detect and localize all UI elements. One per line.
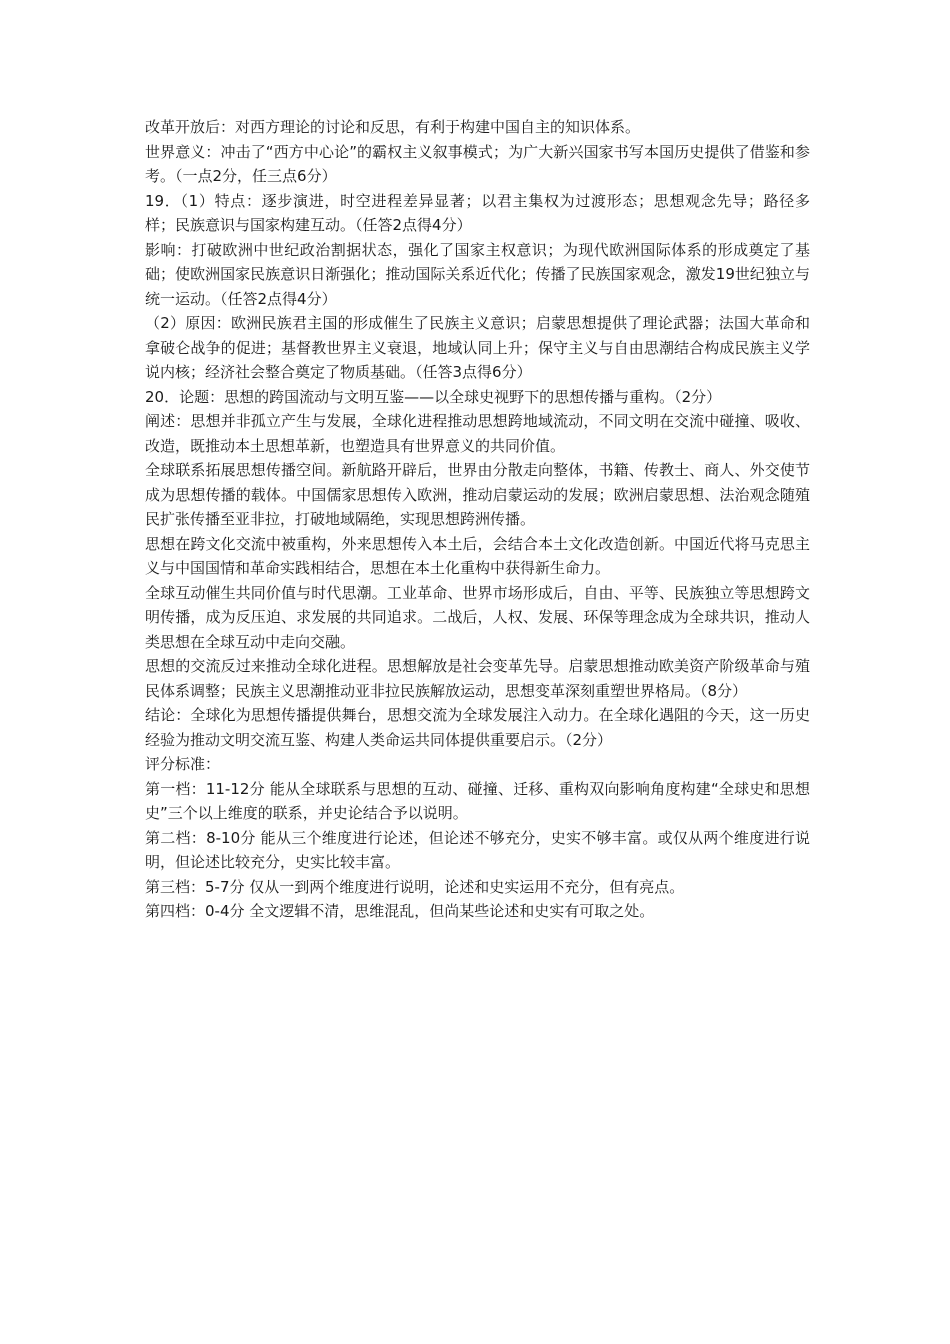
paragraph-q20-thesis: 20．论题：思想的跨国流动与文明互鉴——以全球史视野下的思想传播与重构。（2分） bbox=[145, 387, 722, 406]
paragraph-grade-tier-1: 第一档：11-12分 能从全球联系与思想的互动、碰撞、迁移、重构双向影响角度构建“全球史和思想史”三个以上维度的联系，并史论结合予以说明。 bbox=[145, 779, 810, 822]
paragraph-grade-tier-3: 第三档：5-7分 仅从一到两个维度进行说明，论述和史实运用不充分，但有亮点。 bbox=[145, 877, 685, 896]
paragraph-q19-features: 19．（1）特点：逐步演进，时空进程差异显著；以君主集权为过渡形态；思想观念先导；路径多样；民族意识与国家构建互动。（任答2点得4分） bbox=[145, 191, 810, 234]
paragraph-shared-values: 全球互动催生共同价值与时代思潮。工业革命、世界市场形成后，自由、平等、民族独立等思想跨文明传播，成为反压迫、求发展的共同追求。二战后，人权、发展、环保等理念成为全球共识，推动人类思想在全球互动中走向交融。 bbox=[145, 583, 810, 651]
paragraph-conclusion: 结论：全球化为思想传播提供舞台，思想交流为全球发展注入动力。在全球化遇阻的今天，这一历史经验为推动文明交流互鉴、构建人类命运共同体提供重要启示。（2分） bbox=[145, 706, 810, 749]
paragraph-q19-causes: （2）原因：欧洲民族君主国的形成催生了民族主义意识；启蒙思想提供了理论武器；法国大革命和拿破仑战争的促进；基督教世界主义衰退，地域认同上升；保守主义与自由思潮结合构成民族主义学说内核；经济社会整合奠定了物质基础。（任答3点得6分） bbox=[145, 314, 810, 381]
paragraph-grade-tier-4: 第四档：0-4分 全文逻辑不清，思维混乱，但尚某些论述和史实有可取之处。 bbox=[145, 902, 655, 920]
paragraph-q19-impact: 影响：打破欧洲中世纪政治割据状态，强化了国家主权意识；为现代欧洲国际体系的形成奠定了基础；使欧洲国家民族意识日渐强化；推动国际关系近代化；传播了民族国家观念，激发19世纪独立与统一运动。（任答2点得4分） bbox=[145, 240, 810, 308]
paragraph-reconstruction: 思想在跨文化交流中被重构，外来思想传入本土后，会结合本土文化改造创新。中国近代将马克思主义与中国国情和革命实践相结合，思想在本土化重构中获得新生命力。 bbox=[145, 534, 810, 577]
paragraph-q20-elaboration: 阐述：思想并非孤立产生与发展，全球化进程推动思想跨地域流动，不同文明在交流中碰撞、吸收、改造，既推动本土思想革新，也塑造具有世界意义的共同价值。 bbox=[145, 412, 810, 455]
paragraph-reform-era: 改革开放后：对西方理论的讨论和反思，有利于构建中国自主的知识体系。 bbox=[145, 118, 641, 136]
answer-key-text bbox=[145, 115, 810, 924]
paragraph-grading-heading: 评分标准： bbox=[145, 755, 221, 773]
paragraph-world-significance: 世界意义：冲击了“西方中心论”的霸权主义叙事模式；为广大新兴国家书写本国历史提供了借鉴和参考。（一点2分，任三点6分） bbox=[145, 142, 810, 185]
paragraph-global-connections: 全球联系拓展思想传播空间。新航路开辟后，世界由分散走向整体，书籍、传教士、商人、外交使节成为思想传播的载体。中国儒家思想传入欧洲，推动启蒙运动的发展；欧洲启蒙思想、法治观念随殖民扩张传播至亚非拉，打破地域隔绝，实现思想跨洲传播。 bbox=[145, 461, 810, 528]
paragraph-grade-tier-2: 第二档：8-10分 能从三个维度进行论述，但论述不够充分，史实不够丰富。或仅从两个维度进行说明，但论述比较充分，史实比较丰富。 bbox=[145, 828, 810, 871]
paragraph-exchange-globalization: 思想的交流反过来推动全球化进程。思想解放是社会变革先导。启蒙思想推动欧美资产阶级革命与殖民体系调整；民族主义思潮推动亚非拉民族解放运动，思想变革深刻重塑世界格局。（8分） bbox=[145, 657, 810, 700]
